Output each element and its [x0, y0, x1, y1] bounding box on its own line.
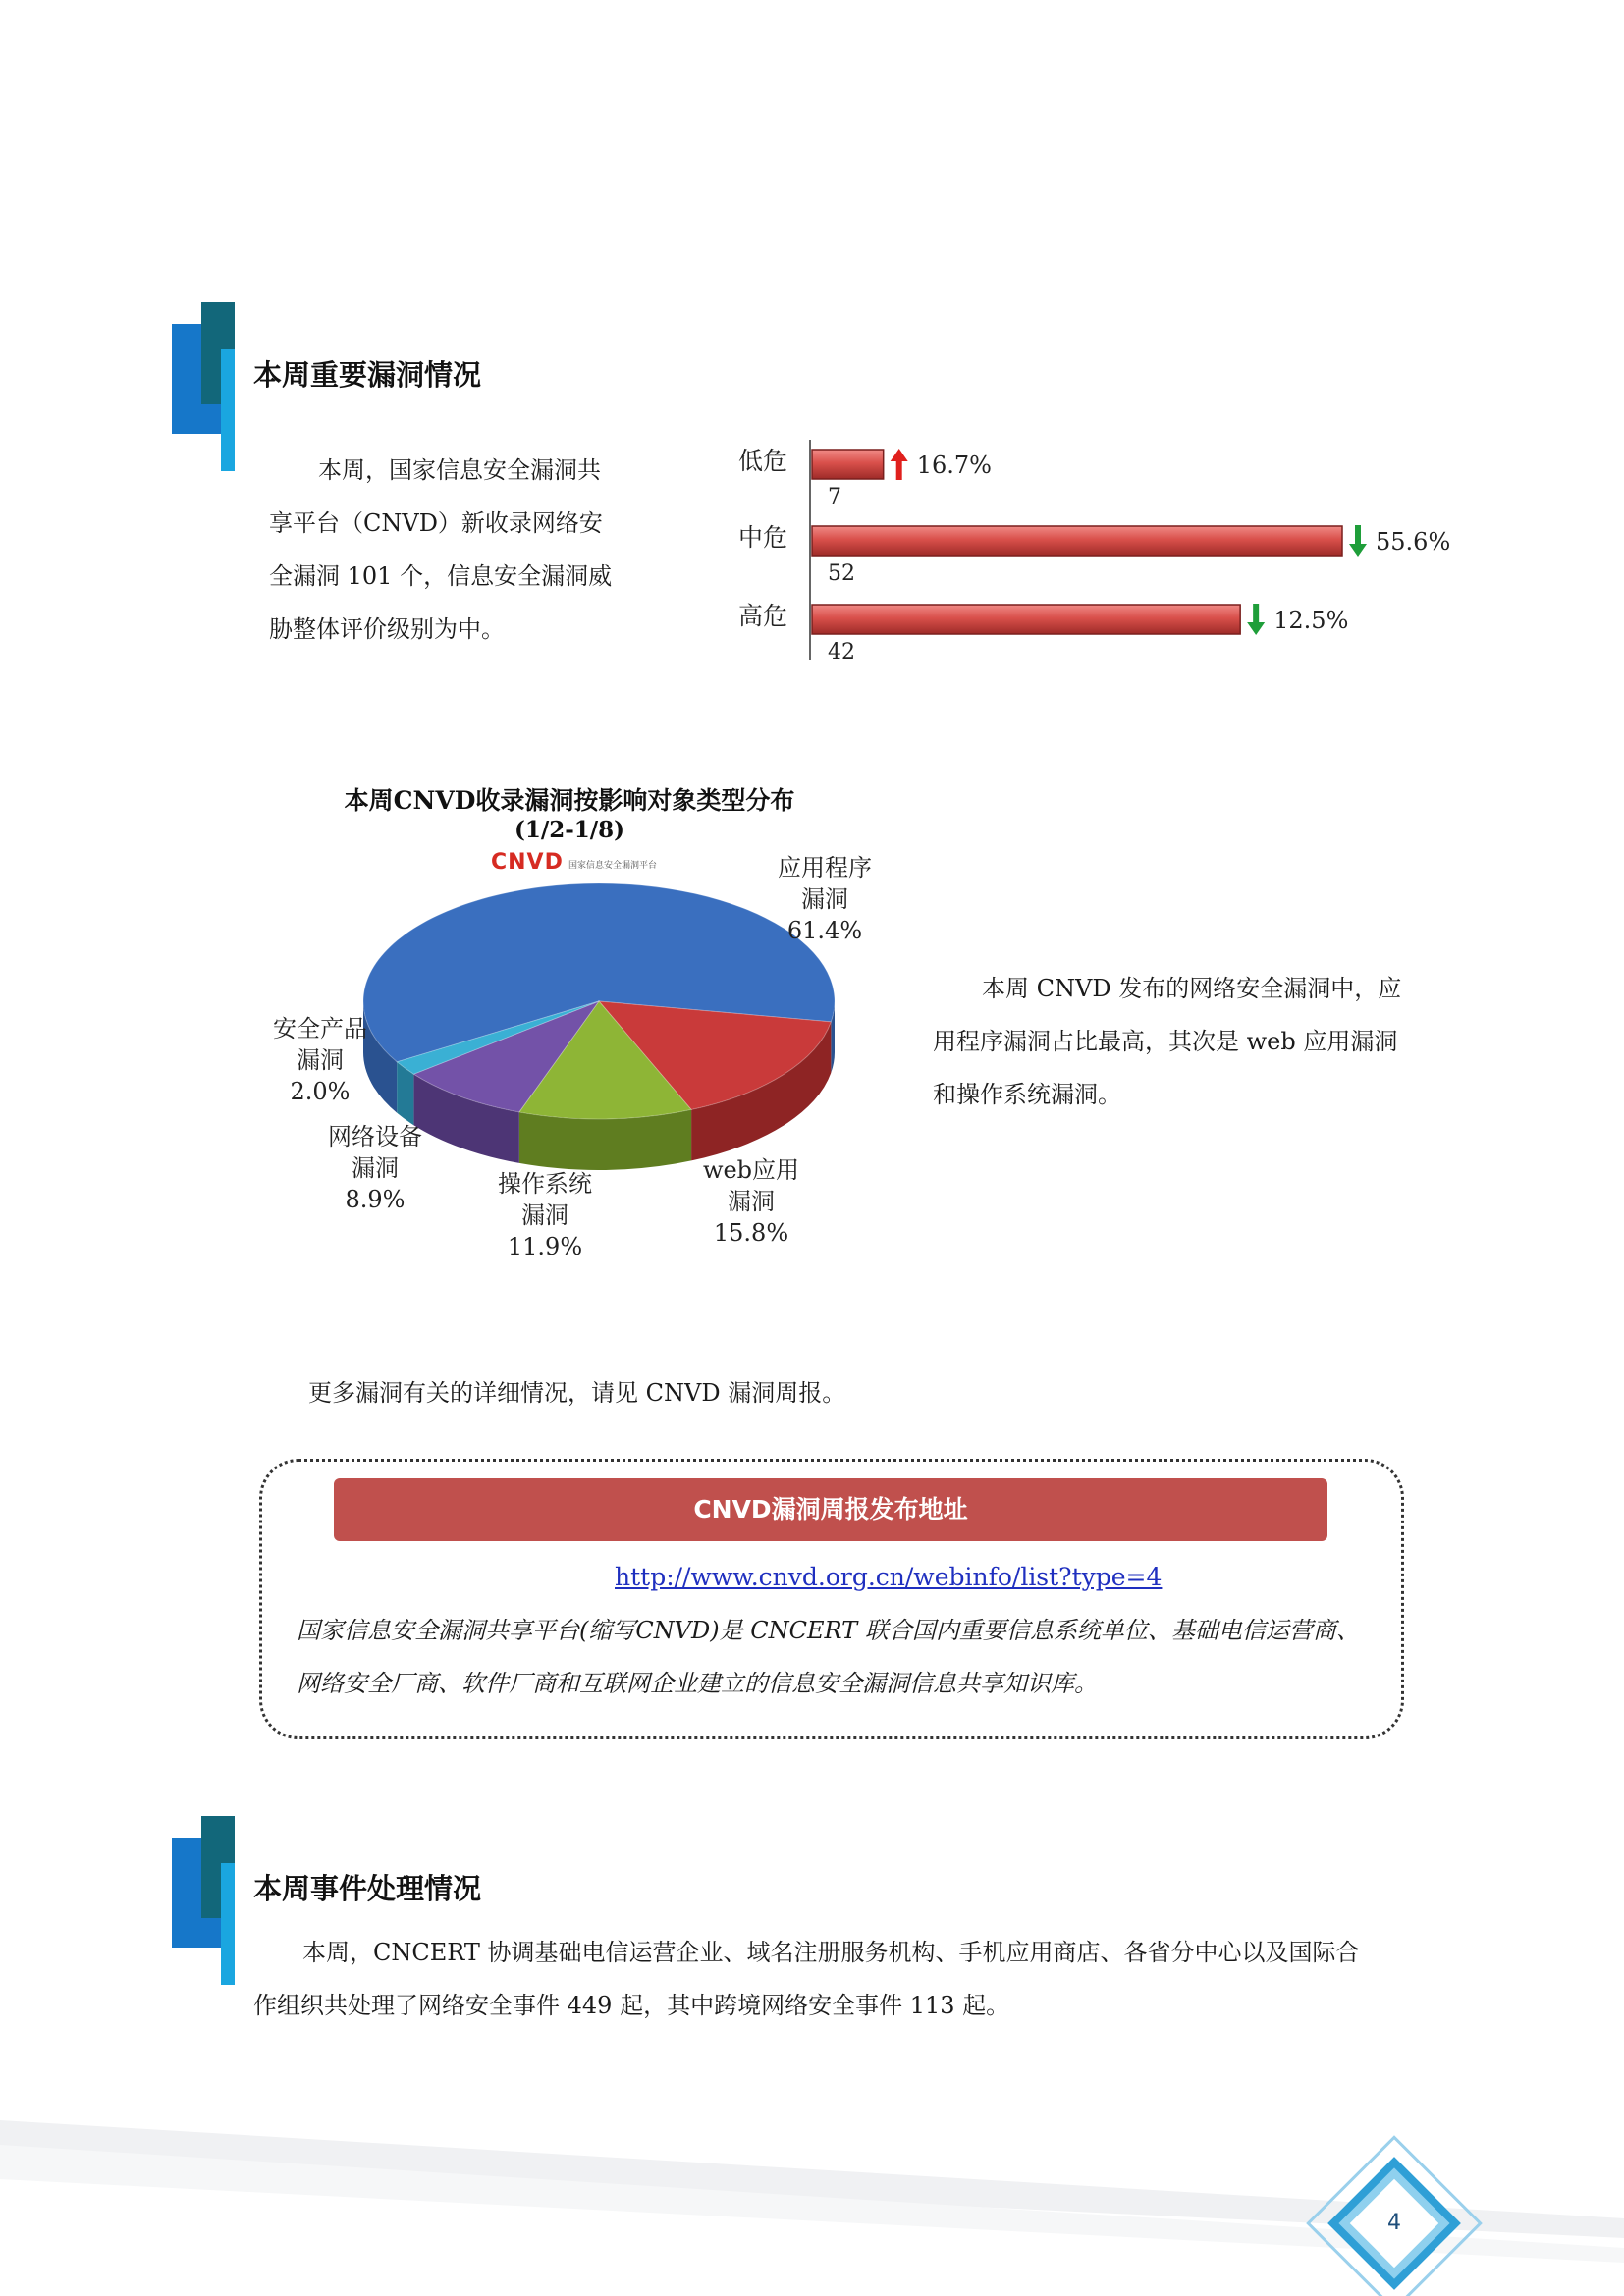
pie-label-line: 漏洞	[297, 1046, 344, 1074]
pie-title-subline: (1/2-1/8)	[514, 817, 625, 843]
pie-label-web	[687, 1154, 815, 1249]
pie-label-security	[261, 1013, 379, 1107]
cnvd-description	[297, 1604, 1386, 1710]
intro-line: 本周，国家信息安全漏洞共	[318, 456, 601, 484]
bar-1	[812, 526, 1342, 556]
cnvd-logo-subtext: 国家信息安全漏洞平台	[568, 861, 657, 871]
bar-2	[812, 605, 1240, 634]
pie-label-line: 网络设备	[328, 1123, 422, 1150]
intro-line: 全漏洞 101 个，信息安全漏洞威	[269, 562, 613, 590]
incidents-paragraph	[253, 1926, 1402, 2032]
page-number: 4	[1387, 2211, 1401, 2235]
pie-label-pct: 8.9%	[345, 1186, 406, 1213]
arrow-down-icon	[1247, 604, 1265, 635]
side-paragraph	[933, 962, 1414, 1121]
footer-decoration	[0, 2091, 1624, 2296]
pie-label-line: 操作系统	[498, 1170, 592, 1198]
pie-label-app	[766, 852, 884, 946]
pie-label-line: 应用程序	[778, 854, 872, 881]
section-title-incidents: 本周事件处理情况	[253, 1872, 482, 1905]
bar-change-label: 55.6%	[1376, 528, 1451, 556]
pie-label-pct: 11.9%	[507, 1233, 583, 1260]
section-decoration	[172, 1816, 241, 1993]
bar-category-label: 高危	[738, 602, 788, 630]
bar-change-label: 12.5%	[1273, 607, 1349, 634]
pie-label-pct: 15.8%	[713, 1219, 789, 1247]
more-info-text: 更多漏洞有关的详细情况，请见 CNVD 漏洞周报。	[308, 1379, 846, 1407]
side-line: 和操作系统漏洞。	[933, 1081, 1121, 1108]
intro-paragraph	[269, 444, 662, 656]
pie-label-line: 漏洞	[521, 1201, 568, 1229]
side-line: 用程序漏洞占比最高，其次是 web 应用漏洞	[933, 1028, 1398, 1055]
cnvd-description-line: 国家信息安全漏洞共享平台(缩写CNVD)是 CNCERT 联合国内重要信息系统单位、基础电信运营商、	[297, 1617, 1360, 1644]
bar-value-label: 42	[828, 640, 855, 665]
cnvd-report-banner: CNVD漏洞周报发布地址	[334, 1478, 1327, 1541]
incidents-line: 作组织共处理了网络安全事件 449 起，其中跨境网络安全事件 113 起。	[253, 1992, 1010, 2019]
pie-label-line: 漏洞	[801, 885, 848, 913]
intro-line: 胁整体评价级别为中。	[269, 615, 505, 643]
section-title-vulnerabilities: 本周重要漏洞情况	[253, 358, 482, 392]
arrow-down-icon	[1349, 525, 1367, 557]
pie-label-os	[481, 1168, 609, 1262]
pie-label-line: 漏洞	[352, 1154, 399, 1182]
bar-change-label: 16.7%	[916, 452, 992, 479]
pie-title-line: 本周CNVD收录漏洞按影响对象类型分布	[344, 786, 795, 815]
pie-label-network	[316, 1121, 434, 1215]
incidents-line: 本周，CNCERT 协调基础电信运营企业、域名注册服务机构、手机应用商店、各省分中心以及国际合	[302, 1939, 1360, 1966]
cnvd-description-line: 网络安全厂商、软件厂商和互联网企业建立的信息安全漏洞信息共享知识库。	[297, 1670, 1098, 1697]
bar-category-label: 低危	[738, 447, 788, 475]
cnvd-logo-text: CNVD	[491, 850, 564, 875]
pie-label-line: 漏洞	[728, 1188, 775, 1215]
bar-0	[812, 450, 884, 479]
cnvd-report-link[interactable]: http://www.cnvd.org.cn/webinfo/list?type=4	[615, 1563, 1163, 1591]
bar-category-label: 中危	[738, 523, 788, 552]
pie-label-pct: 2.0%	[290, 1078, 351, 1105]
intro-line: 享平台（CNVD）新收录网络安	[269, 509, 603, 537]
pie-label-pct: 61.4%	[786, 917, 863, 944]
arrow-up-icon	[891, 449, 908, 480]
bar-value-label: 52	[828, 561, 855, 586]
section-decoration	[172, 302, 241, 479]
side-line: 本周 CNVD 发布的网络安全漏洞中，应	[982, 975, 1402, 1002]
pie-label-line: 安全产品	[273, 1015, 367, 1042]
bar-value-label: 7	[828, 485, 841, 509]
severity-bar-chart	[727, 432, 1492, 667]
pie-label-line: web应用	[702, 1156, 800, 1184]
pie-chart-title	[295, 781, 844, 843]
